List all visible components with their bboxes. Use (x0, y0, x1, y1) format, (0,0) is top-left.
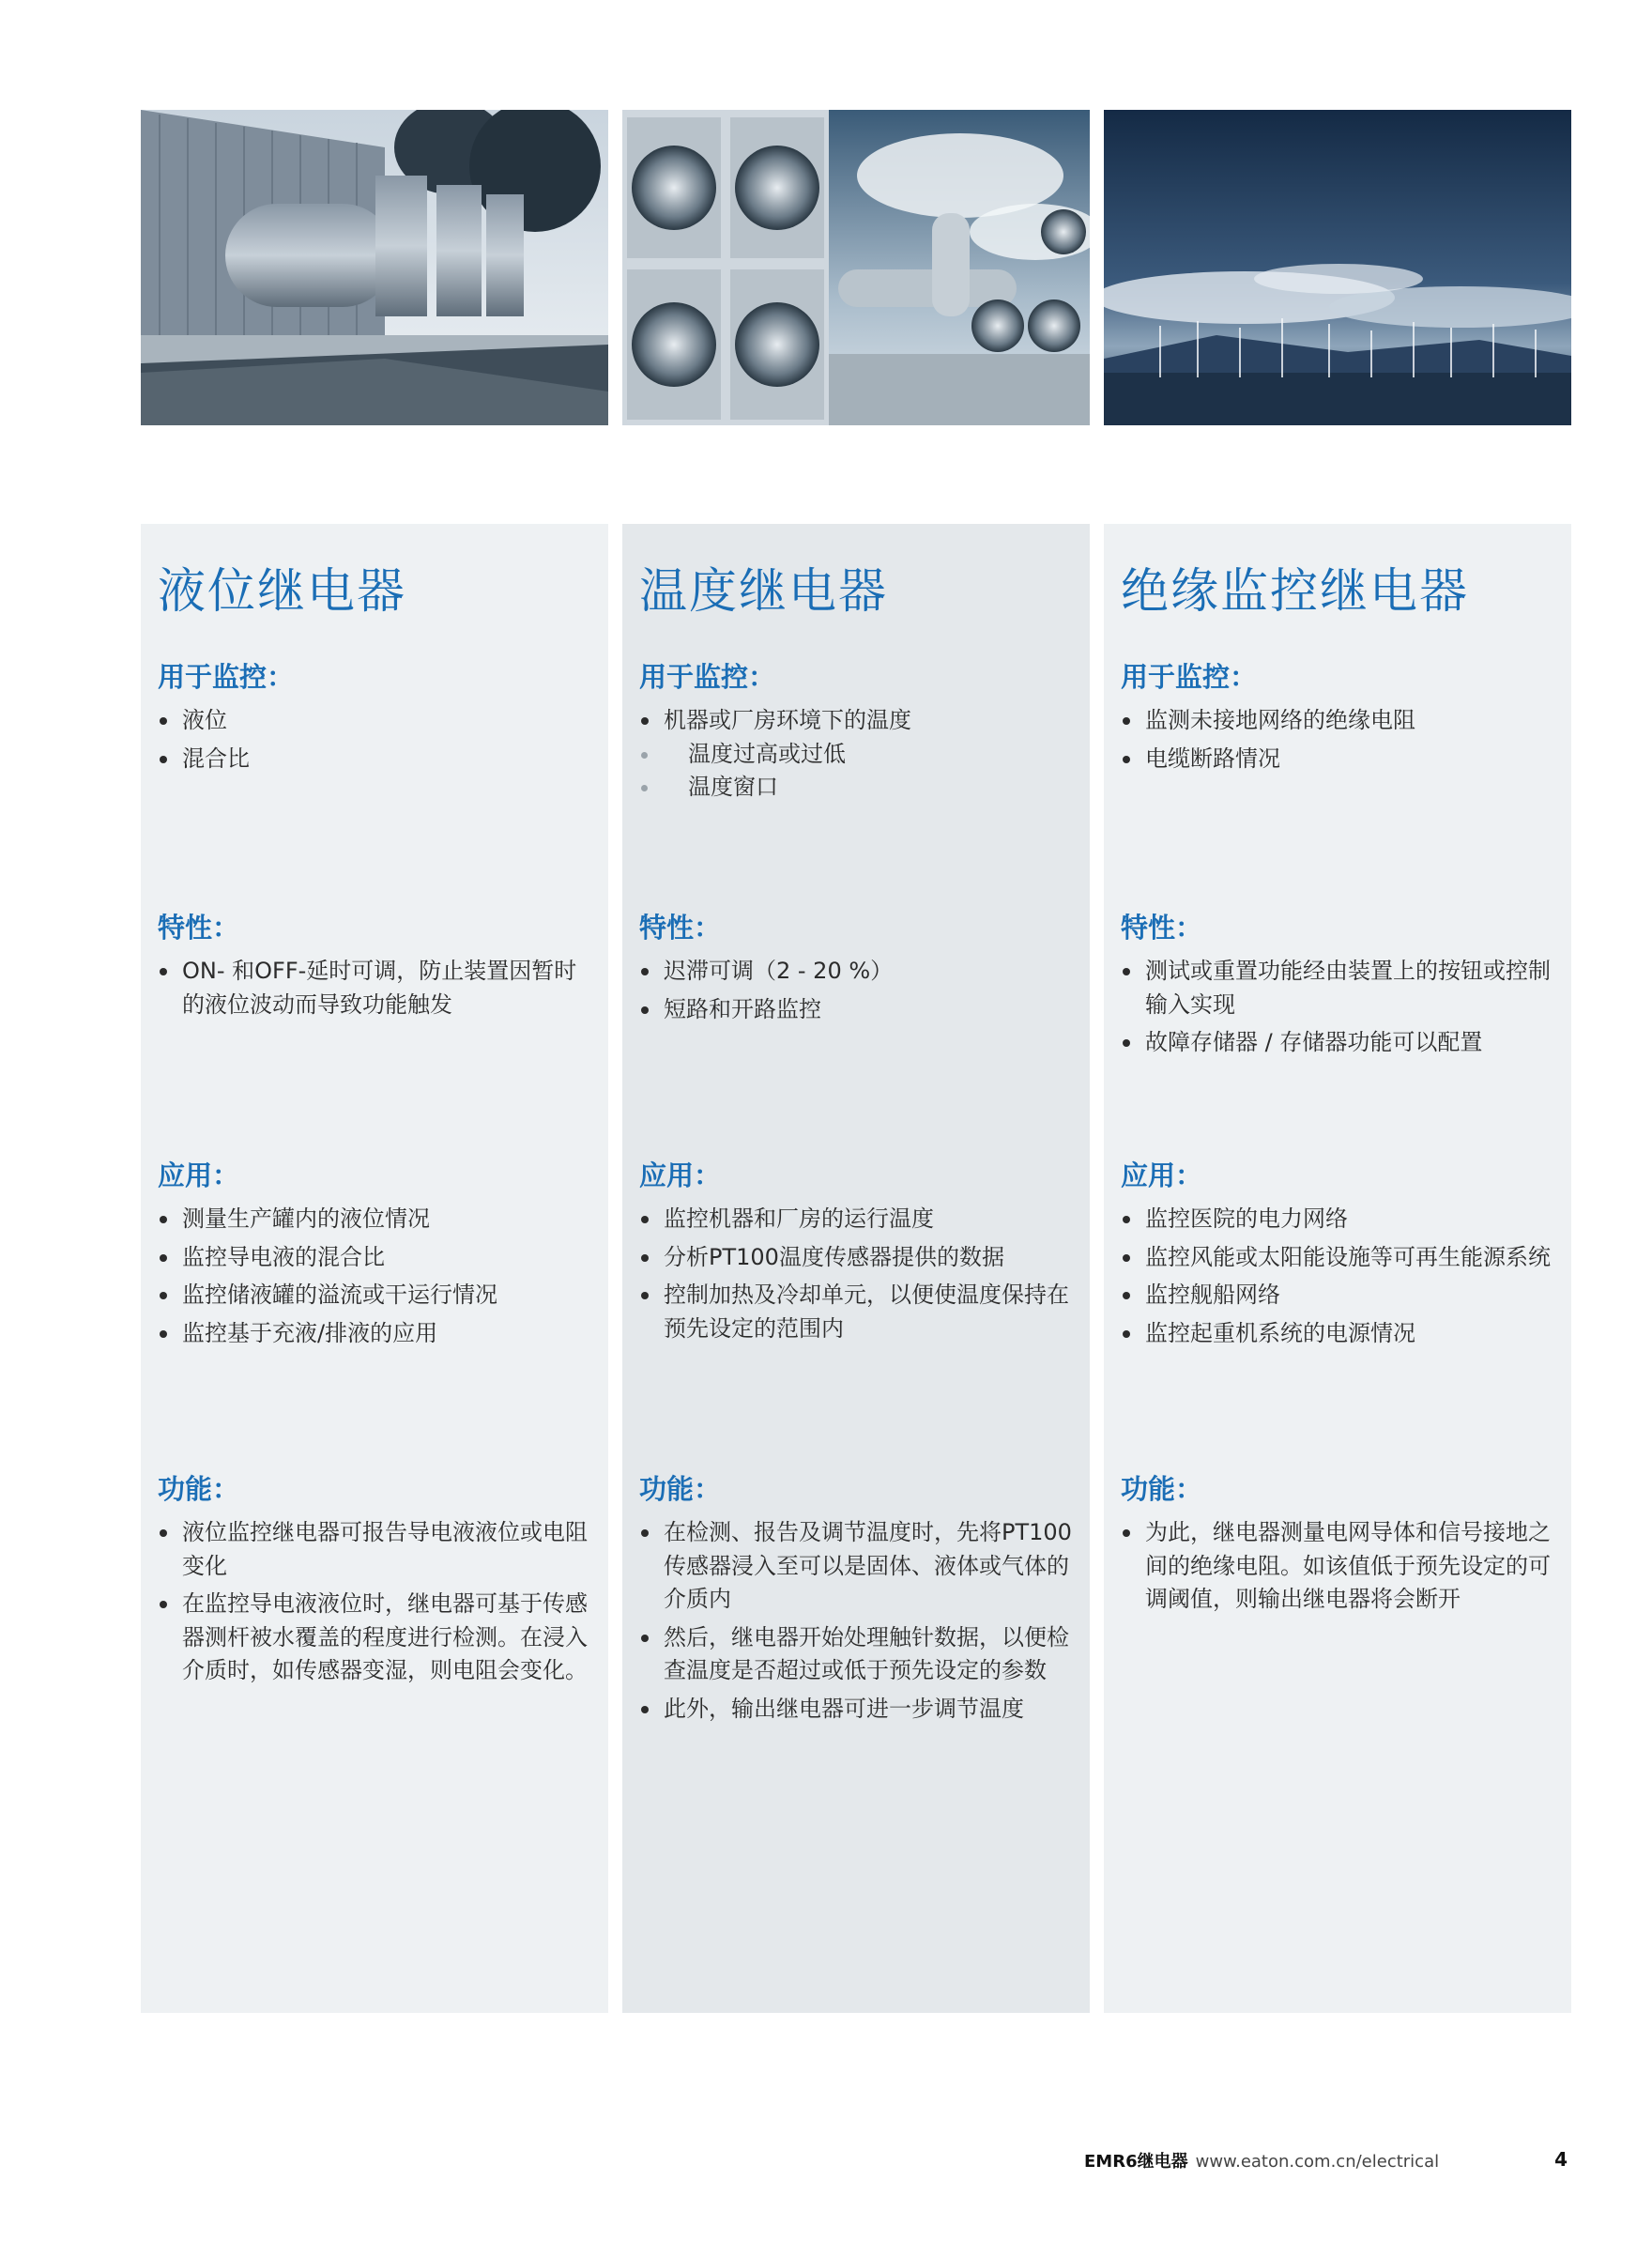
section-heading: 用于监控： (1121, 661, 1258, 693)
functions-section (158, 1472, 591, 1693)
list-item: 混合比 (158, 743, 591, 776)
applications-section (639, 1159, 1073, 1350)
list-item: 电缆断路情况 (1121, 743, 1554, 776)
column-level-relay (141, 524, 608, 2013)
list-item (639, 704, 1073, 805)
page-number: 4 (1554, 2148, 1568, 2171)
column-title: 绝缘监控继电器 (1121, 564, 1470, 620)
section-heading: 功能： (158, 1473, 240, 1505)
column-title: 温度继电器 (639, 564, 889, 620)
list-item: 控制加热及冷却单元，以便使温度保持在预先设定的范围内 (639, 1279, 1073, 1345)
features-section (1121, 911, 1554, 1065)
list-item: ON- 和OFF-延时可调，防止装置因暂时的液位波动而导致功能触发 (158, 955, 591, 1021)
monitor-section (158, 660, 591, 780)
list-item: 测量生产罐内的液位情况 (158, 1203, 591, 1236)
section-heading: 应用： (639, 1159, 722, 1191)
list-item: 在检测、报告及调节温度时，先将PT100 传感器浸入至可以是固体、液体或气体的介质内 (639, 1516, 1073, 1617)
section-heading: 功能： (639, 1473, 722, 1505)
list-item: 分析PT100温度传感器提供的数据 (639, 1241, 1073, 1275)
section-heading: 应用： (1121, 1159, 1203, 1191)
applications-section (158, 1159, 591, 1355)
list-item: 监控风能或太阳能设施等可再生能源系统 (1121, 1241, 1554, 1275)
list-item: 液位监控继电器可报告导电液液位或电阻变化 (158, 1516, 591, 1583)
list-item: 监控基于充液/排液的应用 (158, 1317, 591, 1351)
list-item: 测试或重置功能经由装置上的按钮或控制输入实现 (1121, 955, 1554, 1021)
section-heading: 用于监控： (158, 661, 295, 693)
functions-section (1121, 1472, 1554, 1621)
sub-list-item: 温度窗口 (639, 771, 1073, 805)
list-item: 然后，继电器开始处理触针数据，以便检查温度是否超过或低于预先设定的参数 (639, 1621, 1073, 1688)
section-heading: 特性： (1121, 912, 1203, 944)
section-heading: 应用： (158, 1159, 240, 1191)
list-item: 监控导电液的混合比 (158, 1241, 591, 1275)
features-section (158, 911, 591, 1026)
list-item: 监控起重机系统的电源情况 (1121, 1317, 1554, 1351)
section-heading: 特性： (639, 912, 722, 944)
list-item: 故障存储器 / 存储器功能可以配置 (1121, 1026, 1554, 1060)
list-item: 监测未接地网络的绝缘电阻 (1121, 704, 1554, 738)
list-item: 迟滞可调（2 - 20 %） (639, 955, 1073, 989)
monitor-section (1121, 660, 1554, 780)
monitor-section (639, 660, 1073, 805)
list-item: 监控储液罐的溢流或干运行情况 (158, 1279, 591, 1313)
column-title: 液位继电器 (158, 564, 407, 620)
list-item: 短路和开路监控 (639, 993, 1073, 1027)
column-temperature-relay (622, 524, 1090, 2013)
functions-section (639, 1472, 1073, 1730)
section-heading: 特性： (158, 912, 240, 944)
list-item: 为此，继电器测量电网导体和信号接地之间的绝缘电阻。如该值低于预先设定的可调阈值，则输出继电器将会断开 (1121, 1516, 1554, 1617)
applications-section (1121, 1159, 1554, 1355)
page-footer (1084, 2148, 1568, 2176)
features-section (639, 911, 1073, 1031)
list-item: 监控医院的电力网络 (1121, 1203, 1554, 1236)
wind-farm-photo (1104, 110, 1571, 425)
list-item: 监控机器和厂房的运行温度 (639, 1203, 1073, 1236)
sub-list-item: 温度过高或过低 (639, 738, 1073, 772)
column-insulation-relay (1104, 524, 1571, 2013)
footer-url[interactable]: www.eaton.com.cn/electrical (1195, 2152, 1440, 2172)
footer-brand: EMR6继电器 (1084, 2152, 1188, 2172)
list-item: 在监控导电液液位时，继电器可基于传感器测杆被水覆盖的程度进行检测。在浸入介质时，如传感器变湿，则电阻会变化。 (158, 1588, 591, 1688)
list-item-text: 机器或厂房环境下的温度 (664, 707, 911, 733)
list-item: 液位 (158, 704, 591, 738)
list-item: 此外，输出继电器可进一步调节温度 (639, 1693, 1073, 1727)
list-item: 监控舰船网络 (1121, 1279, 1554, 1313)
section-heading: 功能： (1121, 1473, 1203, 1505)
storage-tanks-photo (141, 110, 608, 425)
section-heading: 用于监控： (639, 661, 776, 693)
cooling-fans-photo (622, 110, 1090, 425)
